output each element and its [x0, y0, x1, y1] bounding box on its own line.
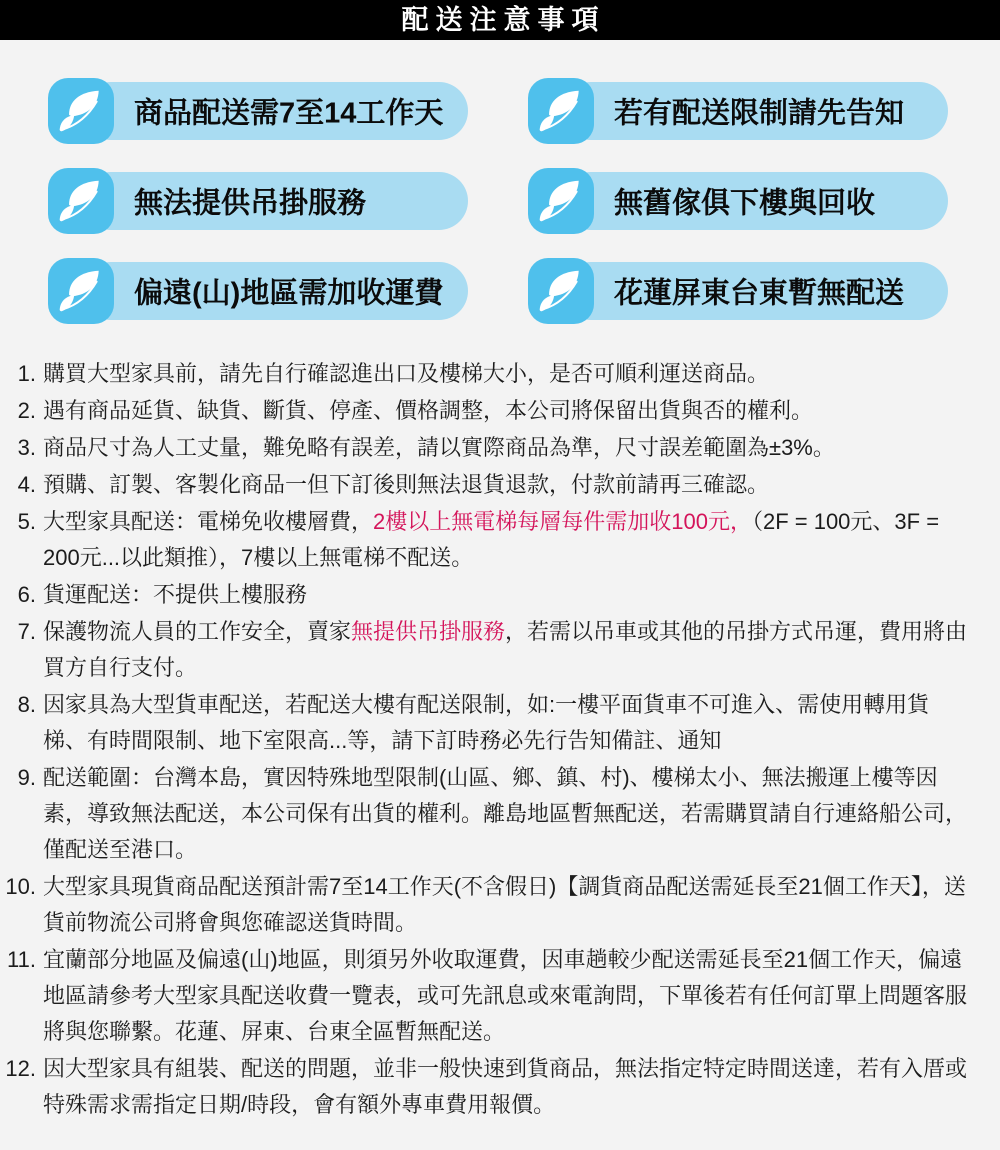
delivery-badge — [48, 168, 468, 234]
badge-label: 偏遠(山)地區需加收運費 — [134, 277, 444, 310]
note-text — [43, 577, 968, 613]
note-number: 1. — [17, 361, 36, 386]
note-number: 3. — [17, 435, 36, 460]
note-item — [0, 393, 1000, 429]
leaf-icon — [528, 78, 594, 144]
note-item — [0, 687, 1000, 759]
note-segment: 宜蘭部分地區及偏遠(山)地區，則須另外收取運費，因車趟較少配送需延長至21個工作天，偏遠地區請參考大型家具配送收費一覽表，或可先訊息或來電詢問，下單後若有任何訂單上問題客服將與您聯繫。花蓮、屏東、台東全區暫無配送。 — [43, 947, 968, 1044]
delivery-badge — [528, 78, 948, 144]
note-text — [43, 614, 968, 686]
note-segment: 貨運配送：不提供上樓服務 — [43, 582, 308, 607]
note-number: 7. — [17, 619, 36, 644]
badge-label: 無法提供吊掛服務 — [134, 187, 367, 220]
note-text — [43, 687, 968, 759]
note-number: 4. — [17, 472, 36, 497]
note-segment: 保護物流人員的工作安全，賣家 — [43, 619, 352, 644]
highlighted-text: 無提供吊掛服務 — [351, 619, 506, 644]
note-number: 11. — [7, 947, 36, 972]
note-number: 5. — [17, 509, 36, 534]
note-text — [43, 1051, 968, 1123]
note-segment: （2F = 100元、3F = 200元...以此類推），7樓以上無電梯不配送。 — [43, 509, 940, 570]
delivery-badge — [528, 168, 948, 234]
note-text — [43, 467, 968, 503]
note-text — [43, 760, 968, 868]
notes-list — [0, 356, 1000, 1123]
note-item — [0, 869, 1000, 941]
note-number: 12. — [5, 1056, 36, 1081]
note-item — [0, 467, 1000, 503]
note-segment: 配送範圍：台灣本島，實因特殊地型限制(山區、鄉、鎮、村)、樓梯太小、無法搬運上樓等因素，導致無法配送，本公司保有出貨的權利。離島地區暫無配送，若需購買請自行連絡船公司，僅配送至港口。 — [43, 765, 968, 862]
note-number: 6. — [17, 582, 36, 607]
note-text — [43, 356, 968, 392]
note-number: 9. — [17, 765, 36, 790]
note-number: 2. — [17, 398, 36, 423]
page-header — [0, 0, 1000, 40]
note-item — [0, 760, 1000, 868]
note-segment: 因大型家具有組裝、配送的問題，並非一般快速到貨商品，無法指定特定時間送達，若有入厝或特殊需求需指定日期/時段，會有額外專車費用報價。 — [43, 1056, 968, 1117]
badge-label: 花蓮屏東台東暫無配送 — [614, 277, 905, 310]
leaf-icon — [48, 258, 114, 324]
note-text — [43, 942, 968, 1050]
delivery-badge — [528, 258, 948, 324]
badge-grid — [0, 40, 1000, 324]
highlighted-text: 2樓以上無電梯每層每件需加收100元， — [373, 509, 752, 534]
page-title: 配送注意事項 — [401, 5, 606, 35]
note-text — [43, 869, 968, 941]
note-segment: 預購、訂製、客製化商品一但下訂後則無法退貨退款，付款前請再三確認。 — [43, 472, 770, 497]
note-item — [0, 356, 1000, 392]
delivery-badge — [48, 78, 468, 144]
badge-label: 無舊傢俱下樓與回收 — [614, 187, 876, 220]
note-segment: 因家具為大型貨車配送，若配送大樓有配送限制，如:一樓平面貨車不可進入、需使用轉用貨梯、有時間限制、地下室限高...等，請下訂時務必先行告知備註、通知 — [43, 692, 930, 753]
note-number: 8. — [17, 692, 36, 717]
note-text — [43, 430, 968, 466]
leaf-icon — [528, 168, 594, 234]
leaf-icon — [48, 168, 114, 234]
note-item — [0, 430, 1000, 466]
note-number: 10. — [5, 874, 36, 899]
note-item — [0, 942, 1000, 1050]
note-text — [43, 393, 968, 429]
note-item — [0, 614, 1000, 686]
badge-label: 若有配送限制請先告知 — [614, 97, 905, 130]
badge-label: 商品配送需7至14工作天 — [134, 97, 444, 130]
note-segment: 大型家具現貨商品配送預計需7至14工作天(不含假日)【調貨商品配送需延長至21個工作天】，送貨前物流公司將會與您確認送貨時間。 — [43, 874, 966, 935]
note-segment: 遇有商品延貨、缺貨、斷貨、停產、價格調整，本公司將保留出貨與否的權利。 — [43, 398, 814, 423]
note-item — [0, 577, 1000, 613]
leaf-icon — [528, 258, 594, 324]
note-text — [43, 504, 968, 576]
note-item — [0, 1051, 1000, 1123]
note-segment: 大型家具配送：電梯免收樓層費， — [43, 509, 374, 534]
delivery-badge — [48, 258, 468, 324]
note-segment: 商品尺寸為人工丈量，難免略有誤差，請以實際商品為準，尺寸誤差範圍為±3%。 — [43, 435, 835, 460]
note-segment: 購買大型家具前，請先自行確認進出口及樓梯大小，是否可順利運送商品。 — [43, 361, 770, 386]
note-segment: ，若需以吊車或其他的吊掛方式吊運，費用將由買方自行支付。 — [43, 619, 968, 680]
note-item — [0, 504, 1000, 576]
leaf-icon — [48, 78, 114, 144]
